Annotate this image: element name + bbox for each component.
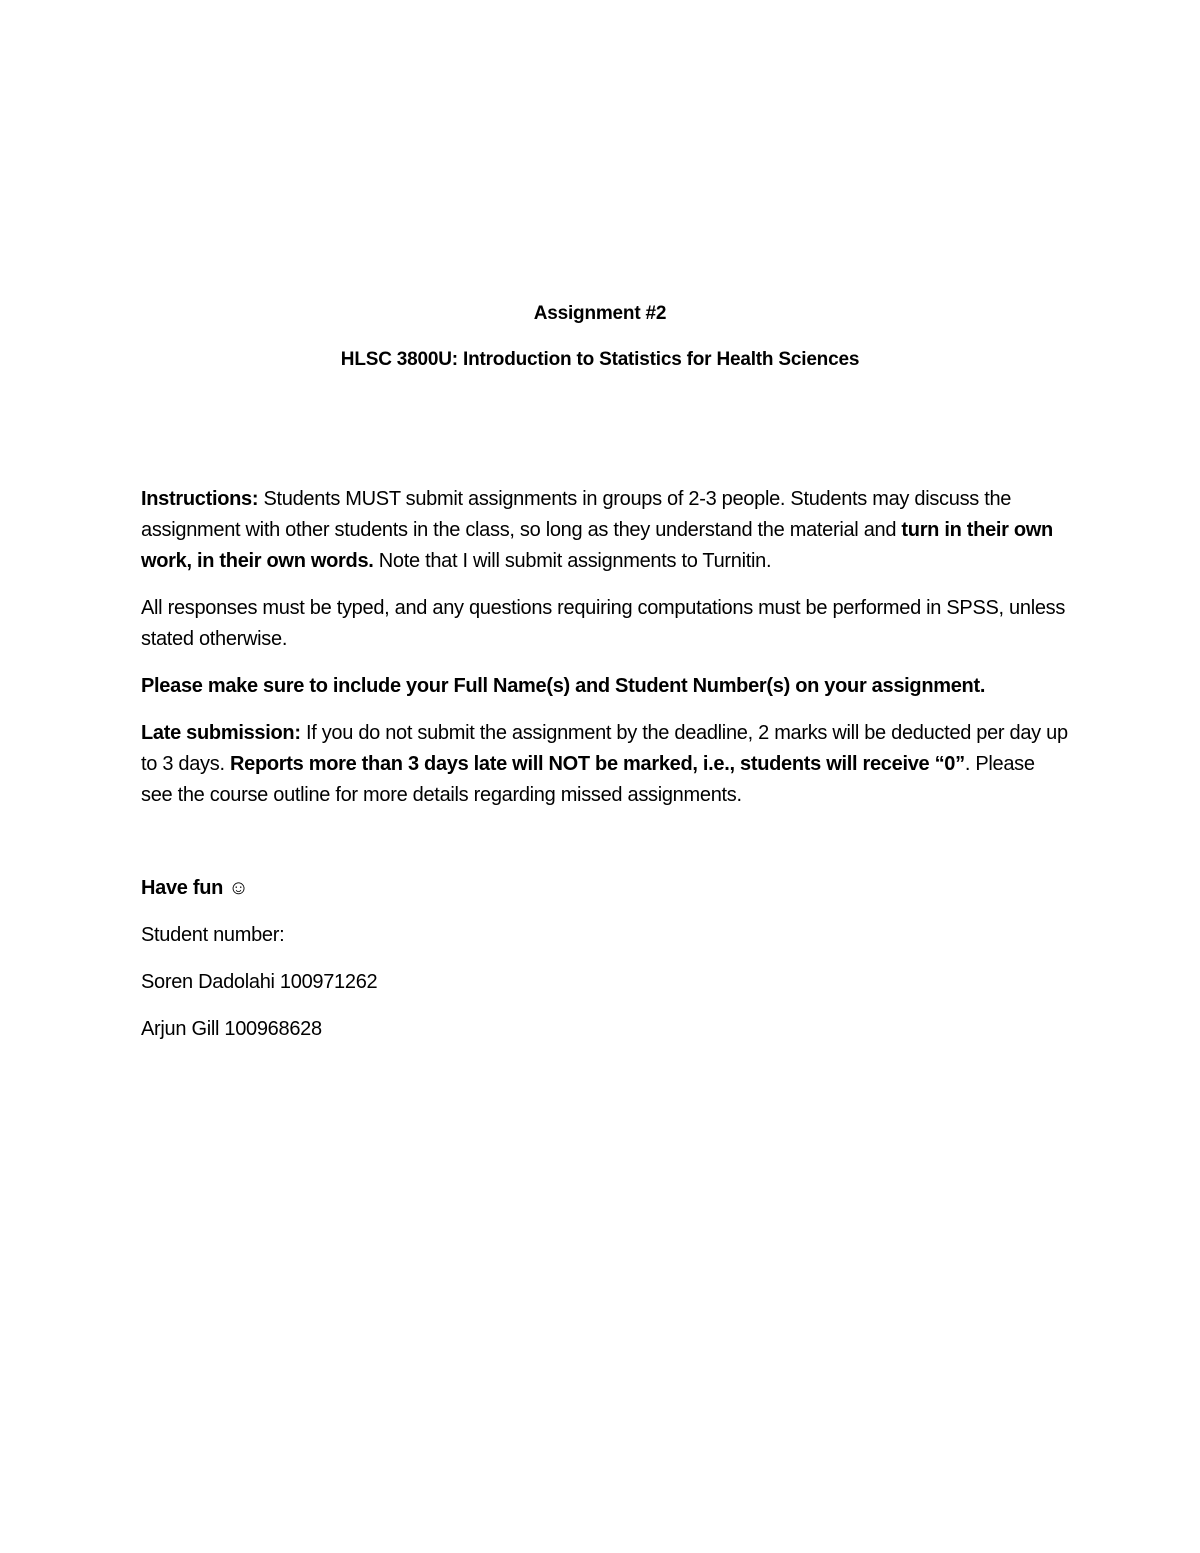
late-submission-text-1: If you do not submit the assignment by the deadline, 2 marks will be deducted per day up to 3 days.: [141, 722, 1068, 775]
student-entry-2: Arjun Gill 100968628: [141, 1018, 322, 1040]
have-fun-line: [141, 874, 248, 902]
student-entry-1: Soren Dadolahi 100971262: [141, 971, 378, 993]
instructions-paragraph: [141, 484, 1071, 577]
course-title: HLSC 3800U: Introduction to Statistics for Health Sciences: [340, 349, 860, 370]
name-requirement-paragraph: [141, 671, 1071, 702]
instructions-text-2: Note that I will submit assignments to Turnitin.: [373, 550, 772, 572]
assignment-title: Assignment #2: [533, 303, 667, 324]
late-submission-paragraph: [141, 718, 1071, 811]
instructions-emphasis: turn in their own work, in their own words.: [141, 519, 1053, 572]
smiley-icon: ☺: [228, 877, 249, 899]
typed-responses-paragraph: All responses must be typed, and any questions requiring computations must be performed in SPSS, unless stated otherwise.: [141, 597, 1066, 650]
late-submission-label: Late submission:: [141, 722, 301, 744]
late-submission-text-2: . Please see the course outline for more details regarding missed assignments.: [141, 753, 1035, 806]
student-number-label: Student number:: [141, 924, 285, 946]
name-requirement-text: Please make sure to include your Full Name(s) and Student Number(s) on your assignment.: [141, 675, 986, 697]
late-submission-emphasis: Reports more than 3 days late will NOT be marked, i.e., students will receive “0”: [229, 753, 965, 775]
have-fun-text: Have fun: [141, 877, 224, 899]
instructions-text-1: Students MUST submit assignments in groups of 2-3 people. Students may discuss the assignment with other students in the class, so long as they understand the material and: [141, 488, 1012, 541]
instructions-label: Instructions:: [141, 488, 259, 510]
